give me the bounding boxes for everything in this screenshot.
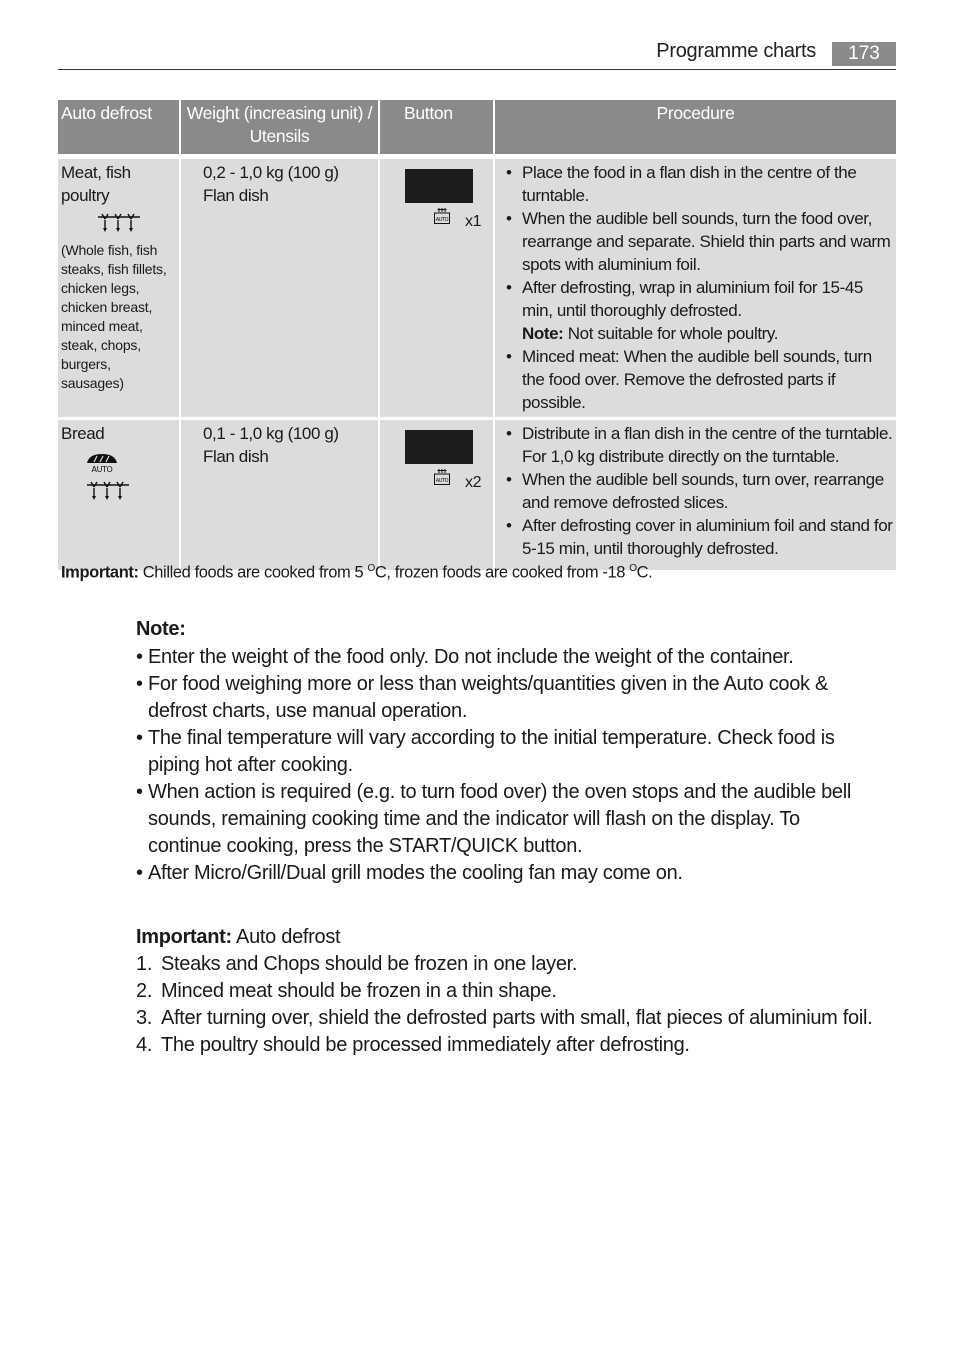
- degree-mark: O: [367, 563, 375, 574]
- button-press-count: x1: [465, 213, 482, 230]
- important-text: C, frozen foods are cooked from -18: [374, 563, 626, 582]
- button-cell: [380, 420, 495, 573]
- note-heading: Note:: [136, 618, 186, 640]
- column-header: Auto defrost: [58, 100, 181, 159]
- food-examples: (Whole fish, fish steaks, fish fillets, chicken legs, chicken breast, minced meat, steak, chops, burgers, sausages): [61, 242, 167, 391]
- header-title: Programme charts: [656, 40, 816, 62]
- utensil: Flan dish: [203, 186, 269, 205]
- list-item: [136, 1032, 876, 1059]
- food-name: Bread: [61, 424, 105, 443]
- note-item: • After Micro/Grill/Dual grill modes the cooling fan may come on.: [148, 860, 876, 887]
- auto-bread-icon: [85, 451, 119, 481]
- table-row: [58, 159, 896, 420]
- auto-defrost-button-icon: [433, 468, 451, 492]
- note-item: • For food weighing more or less than weights/quantities given in the Auto cook & defrost charts, use manual operation.: [148, 671, 876, 725]
- procedure-note-text: Not suitable for whole poultry.: [567, 324, 779, 343]
- weight-range: 0,2 - 1,0 kg (100 g): [203, 163, 339, 182]
- display-screen: [405, 169, 473, 203]
- procedure-item: • Minced meat: When the audible bell sounds, turn the food over. Remove the defrosted parts if possible.: [522, 345, 894, 414]
- note-item: • When action is required (e.g. to turn food over) the oven stops and the audible bell sounds, remaining cooking time and the indicator will flash on the display. To continue cooking, press the START/QUICK button.: [148, 779, 876, 860]
- list-text: The poultry should be processed immediately after defrosting.: [161, 1034, 690, 1056]
- procedure-item: • Place the food in a flan dish in the centre of the turntable.: [522, 161, 894, 207]
- note-section: [136, 616, 876, 887]
- procedure-item: • Distribute in a flan dish in the centre of the turntable. For 1,0 kg distribute directly on the turntable.: [522, 422, 894, 468]
- defrost-icon: [85, 481, 131, 507]
- weight-cell: [181, 420, 380, 573]
- procedure-cell: [495, 159, 896, 420]
- important-text: Chilled foods are cooked from 5: [142, 563, 364, 582]
- food-cell: [58, 159, 181, 420]
- svg-text:AUTO: AUTO: [435, 217, 449, 223]
- important-temperature-note: [61, 563, 652, 583]
- svg-text:AUTO: AUTO: [435, 478, 449, 484]
- column-header: Weight (increasing unit) / Utensils: [181, 100, 380, 159]
- auto-defrost-button-icon: [433, 207, 451, 231]
- column-header: Procedure: [495, 100, 896, 159]
- procedure-item: • After defrosting cover in aluminium foil and stand for 5-15 min, until thoroughly defrosted.: [522, 514, 894, 560]
- procedure-item: • When the audible bell sounds, turn over, rearrange and remove defrosted slices.: [522, 468, 894, 514]
- column-header: Button: [380, 100, 495, 159]
- list-number: 2.: [136, 980, 153, 1002]
- food-name: Meat, fish poultry: [61, 163, 131, 205]
- list-number: 4.: [136, 1034, 153, 1056]
- important-text: C.: [636, 563, 653, 582]
- list-item: [136, 951, 876, 978]
- list-item: [136, 1005, 876, 1032]
- note-item: • Enter the weight of the food only. Do not include the weight of the container.: [148, 644, 876, 671]
- weight-cell: [181, 159, 380, 420]
- list-number: 3.: [136, 1007, 153, 1029]
- defrost-icon: [61, 213, 177, 235]
- table-row: [58, 420, 896, 573]
- weight-range: 0,1 - 1,0 kg (100 g): [203, 424, 339, 443]
- page-header: [58, 38, 896, 70]
- display-screen: [405, 430, 473, 464]
- procedure-cell: [495, 420, 896, 573]
- note-list: [136, 644, 876, 887]
- procedure-item: • When the audible bell sounds, turn the food over, rearrange and separate. Shield thin parts and warm spots with aluminium foil.: [522, 207, 894, 276]
- list-item: [136, 978, 876, 1005]
- important-label: Important:: [61, 563, 139, 582]
- note-item: • The final temperature will vary according to the initial temperature. Check food is piping hot after cooking.: [148, 725, 876, 779]
- food-cell: [58, 420, 181, 573]
- utensil: Flan dish: [203, 447, 269, 466]
- list-text: After turning over, shield the defrosted parts with small, flat pieces of aluminium foil.: [161, 1007, 873, 1029]
- degree-mark: O: [629, 563, 637, 574]
- button-cell: [380, 159, 495, 420]
- important-defrost-heading: [136, 924, 876, 951]
- auto-defrost-table: [58, 100, 896, 573]
- page-number: 173: [832, 42, 896, 66]
- important-defrost-list: [136, 951, 876, 1059]
- table-header-row: [58, 100, 896, 159]
- important-defrost-title: Auto defrost: [236, 926, 341, 948]
- button-press-count: x2: [465, 474, 482, 491]
- procedure-note-label: Note:: [522, 324, 564, 343]
- list-text: Minced meat should be frozen in a thin shape.: [161, 980, 557, 1002]
- important-defrost-section: [136, 924, 876, 1059]
- auto-label: AUTO: [91, 465, 113, 474]
- procedure-note: [522, 322, 894, 345]
- important-label: Important:: [136, 926, 232, 948]
- list-number: 1.: [136, 953, 153, 975]
- list-text: Steaks and Chops should be frozen in one layer.: [161, 953, 578, 975]
- procedure-item: • After defrosting, wrap in aluminium foil for 15-45 min, until thoroughly defrosted.: [522, 276, 894, 322]
